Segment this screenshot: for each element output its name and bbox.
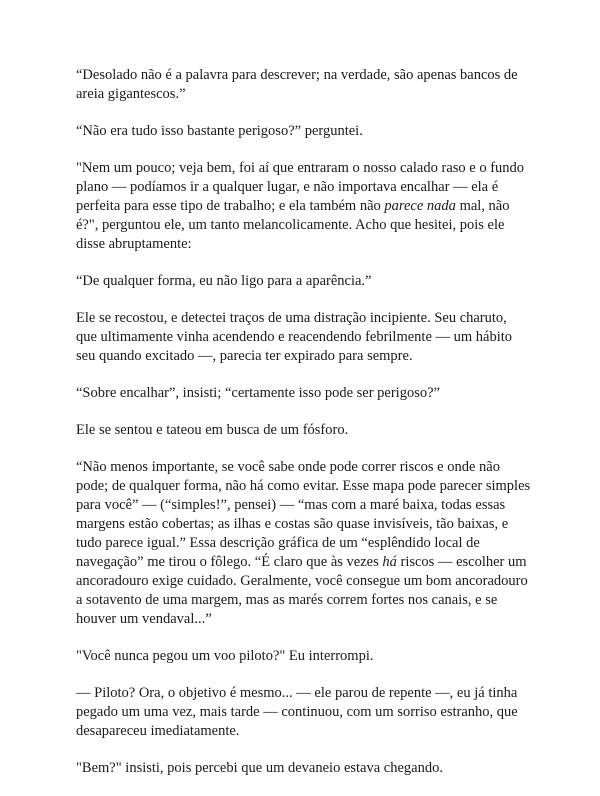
paragraph-text: Ele se recostou, e detectei traços de uma distração incipiente. Seu charuto, que ultimamente vinha acendendo e reacendendo febrilmente — um hábito seu quando excitado —, parecia ter expirado para sempre. [76,310,513,364]
paragraph-11 [76,759,531,778]
paragraph-2 [76,122,531,141]
paragraph-1 [76,66,531,104]
italic-emphasis: parece nada [384,198,456,214]
paragraph-text: mal, não é?", perguntou ele, um tanto melancolicamente. Acho que hesitei, pois ele disse abruptamente: [76,198,510,252]
paragraph-text: “De qualquer forma, eu não ligo para a aparência.” [76,273,372,289]
paragraph-text: “Desolado não é a palavra para descrever; na verdade, são apenas bancos de areia gigantescos.” [76,67,518,102]
paragraph-3 [76,159,531,254]
paragraph-text: — Piloto? Ora, o objetivo é mesmo... — ele parou de repente —, eu já tinha pegado um uma vez, mais tarde — continuou, com um sorriso estranho, que desapareceu imediatamente. [76,685,518,739]
paragraph-8 [76,458,531,629]
italic-emphasis: há [382,554,397,570]
paragraph-text: "Bem?" insisti, pois percebi que um devaneio estava chegando. [76,760,443,776]
paragraph-text: "Você nunca pegou um voo piloto?" Eu interrompi. [76,648,374,664]
paragraph-text: Ele se sentou e tateou em busca de um fósforo. [76,422,349,438]
paragraph-6 [76,384,531,403]
paragraph-text: "Nem um pouco; veja bem, foi aí que entraram o nosso calado raso e o fundo plano — podíamos ir a qualquer lugar, e não importava encalhar — ela é perfeita para esse tipo de trabalho; e ela também não [76,160,525,214]
paragraph-4 [76,272,531,291]
paragraph-7 [76,421,531,440]
paragraph-text: “Não era tudo isso bastante perigoso?” perguntei. [76,123,363,139]
paragraph-text: “Não menos importante, se você sabe onde pode correr riscos e onde não pode; de qualquer forma, não há como evitar. Esse mapa pode parecer simples para você” — (“simples!”, pensei) — “mas com a maré baixa, todas essas margens estão cobertas; as ilhas e costas são quase invisíveis, tão baixas, e tudo parece igual.” Essa descrição gráfica de um “esplêndido local de navegação” me tirou o fôlego. “É claro que às vezes [76,459,531,570]
paragraph-5 [76,309,531,366]
paragraph-9 [76,647,531,666]
document-page [76,66,531,796]
paragraph-10 [76,684,531,741]
paragraph-text: “Sobre encalhar”, insisti; “certamente isso pode ser perigoso?” [76,385,440,401]
paragraph-text: riscos — escolher um ancoradouro exige cuidado. Geralmente, você consegue um bom ancoradouro a sotavento de uma margem, mas as marés correm fortes nos canais, e se houver um vendaval...” [76,554,528,627]
